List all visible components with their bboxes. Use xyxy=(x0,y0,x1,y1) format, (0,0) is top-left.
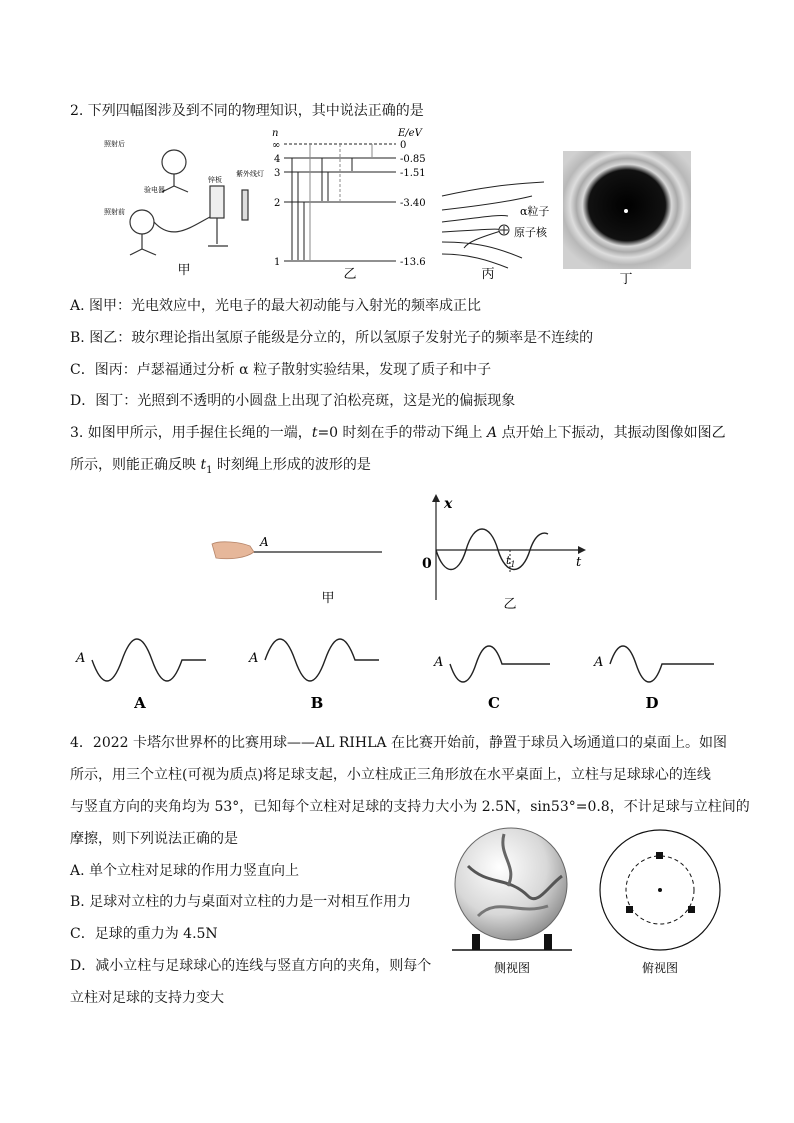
q4-stem-line2: 所示，用三个立柱(可视为质点)将足球支起，小立柱成正三角形放在水平桌面上，立柱与足球球心的连线 xyxy=(70,767,711,783)
caption-q3-yi: 乙 xyxy=(503,597,517,612)
q3-stem-line2 xyxy=(70,455,371,481)
level-3-e: -1.51 xyxy=(400,168,426,179)
q3-choice-d[interactable] xyxy=(590,638,730,712)
q4-option-c: C．足球的重力为 4.5N xyxy=(70,926,218,942)
q3-stem-part: =0 时刻在手的带动下绳上 xyxy=(317,425,487,441)
choice-c-letter: C xyxy=(488,694,500,712)
choice-b-letter: B xyxy=(310,694,324,712)
q3-stem-t1: t xyxy=(200,457,207,473)
q4-option-d-line2: 立柱对足球的支持力变大 xyxy=(70,990,224,1006)
level-1-e: -13.6 xyxy=(400,257,426,268)
q3-choice-a[interactable] xyxy=(72,638,212,712)
level-3-n: 3 xyxy=(274,168,281,179)
origin-label: 0 xyxy=(422,556,432,572)
choice-b-point: A xyxy=(249,651,259,666)
q3-figure-yi xyxy=(420,492,590,612)
q3-stem-line1 xyxy=(70,423,726,443)
q2-option-a: A. 图甲：光电效应中，光电子的最大初动能与入射光的频率成正比 xyxy=(70,298,482,314)
rope-point-a: A xyxy=(260,535,269,549)
choice-d-letter: D xyxy=(645,694,659,712)
q2-option-c: C．图丙：卢瑟福通过分析 α 粒子散射实验结果，发现了质子和中子 xyxy=(70,362,492,378)
caption-jia: 甲 xyxy=(177,263,191,278)
q4-stem-line1: 4．2022 卡塔尔世界杯的比赛用球——AL RIHLA 在比赛开始前，静置于球员入场通道口的桌面上。如图 xyxy=(70,735,727,751)
q3-stem-part: 3. 如图甲所示，用手握住长绳的一端， xyxy=(70,425,312,441)
q4-stem-line3: 与竖直方向的夹角均为 53°，已知每个立柱对足球的支持力大小为 2.5N，sin53°=0.8，不计足球与立柱间的 xyxy=(70,799,750,815)
label-electroscope: 验电器 xyxy=(144,186,165,194)
q4-option-b: B. 足球对立柱的力与桌面对立柱的力是一对相互作用力 xyxy=(70,894,412,910)
top-view-caption: 俯视图 xyxy=(641,961,679,975)
choice-d-point: A xyxy=(594,655,604,670)
choice-a-point: A xyxy=(76,651,86,666)
level-inf-n: ∞ xyxy=(272,140,281,151)
q4-stem-line4: 摩擦，则下列说法正确的是 xyxy=(70,831,238,847)
axis-t-label: t xyxy=(576,555,582,570)
choice-a-letter: A xyxy=(134,694,146,712)
caption-q3-jia: 甲 xyxy=(321,591,335,606)
q4-option-d-line1: D．减小立柱与足球球心的连线与竖直方向的夹角，则每个 xyxy=(70,958,432,974)
n-label: n xyxy=(272,128,279,139)
vibration-curve xyxy=(436,529,548,570)
label-before: 照射前 xyxy=(104,208,125,216)
level-inf-e: 0 xyxy=(400,140,407,151)
q2-option-d: D．图丁：光照到不透明的小圆盘上出现了泊松亮斑，这是光的偏振现象 xyxy=(70,393,516,409)
q3-stem-t1-sub: 1 xyxy=(206,464,213,476)
caption-ding: 丁 xyxy=(619,272,633,287)
q3-stem-part: 点开始上下振动，其振动图像如图乙 xyxy=(497,425,726,441)
caption-yi: 乙 xyxy=(343,267,357,282)
level-2-e: -3.40 xyxy=(400,198,426,209)
q2-option-b: B. 图乙：玻尔理论指出氢原子能级是分立的，所以氢原子发射光子的频率是不连续的 xyxy=(70,330,594,346)
q3-stem-part: 时刻绳上形成的波形的是 xyxy=(212,457,371,473)
t1-label xyxy=(506,554,516,569)
q4-top-view xyxy=(596,826,726,976)
q3-choice-b[interactable] xyxy=(245,638,385,712)
q3-figure-jia xyxy=(210,530,390,610)
side-view-caption: 侧视图 xyxy=(493,961,531,975)
level-1-n: 1 xyxy=(274,257,281,268)
level-4-n: 4 xyxy=(274,154,281,165)
q2-figure-yi xyxy=(272,128,452,282)
t1-label-sub: 1 xyxy=(510,560,516,569)
label-zinc: 锌板 xyxy=(208,176,222,184)
axis-x-label: x xyxy=(444,496,453,512)
nucleus-label: 原子核 xyxy=(514,226,547,239)
q2-figure-ding xyxy=(563,151,691,285)
q2-stem: 2. 下列四幅图涉及到不同的物理知识，其中说法正确的是 xyxy=(70,103,424,119)
alpha-label: α粒子 xyxy=(520,205,550,218)
q4-option-a: A. 单个立柱对足球的作用力竖直向上 xyxy=(70,863,300,879)
q2-figure-bing xyxy=(438,158,558,282)
label-uv: 紫外线灯 xyxy=(236,170,264,178)
caption-bing: 丙 xyxy=(481,267,495,282)
t1-label-main: t xyxy=(506,554,511,567)
e-label: E/eV xyxy=(398,128,422,139)
q4-side-view xyxy=(448,826,578,976)
level-4-e: -0.85 xyxy=(400,154,426,165)
level-2-n: 2 xyxy=(274,198,281,209)
q2-figure-jia xyxy=(104,134,264,278)
choice-c-point: A xyxy=(434,655,444,670)
q3-stem-part: 所示，则能正确反映 xyxy=(70,457,201,473)
q3-stem-A: A xyxy=(487,425,498,441)
label-after: 照射后 xyxy=(104,140,125,148)
q3-choice-c[interactable] xyxy=(430,638,570,712)
q3-stem-t: t xyxy=(311,425,318,441)
